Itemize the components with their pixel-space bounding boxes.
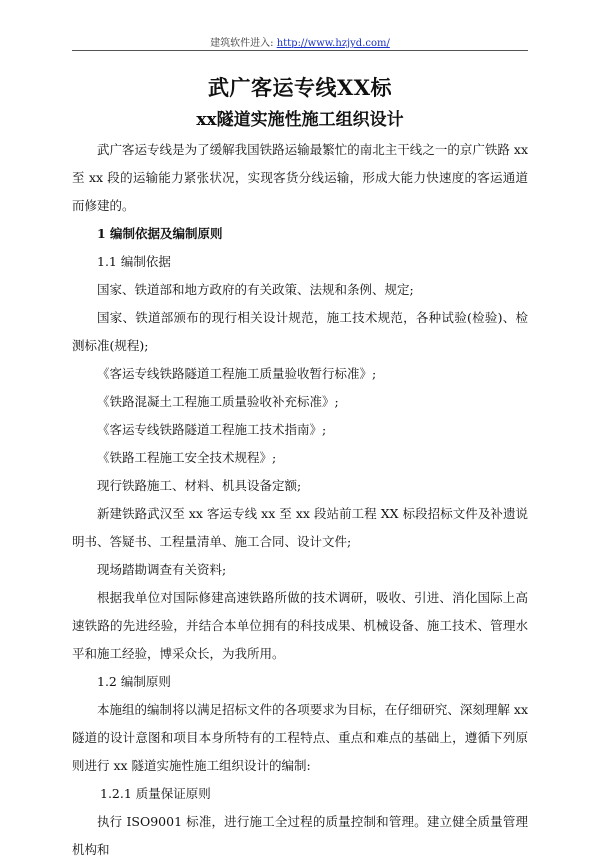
header-website-link[interactable]: http://www.hzjyd.com/ [276, 38, 390, 49]
document-title: 武广客运专线XX标 [207, 75, 393, 100]
body-paragraph: 现行铁路施工、材料、机具设备定额; [97, 478, 302, 493]
body-paragraph: 国家、铁道部颁布的现行相关设计规范，施工技术规范，各种试验(检验)、检测标准(规程); [72, 310, 528, 353]
body-paragraph: 1.2.1 质量保证原则 [100, 786, 211, 801]
body-paragraph: 武广客运专线是为了缓解我国铁路运输最繁忙的南北主干线之一的京广铁路 xx 至 xx 段的运输能力紧张状况，实现客货分线运输，形成大能力快速度的客运通道而修建的。 [72, 142, 528, 213]
body-paragraph: 执行 ISO9001 标准，进行施工全过程的质量控制和管理。建立健全质量管理机构和 [72, 814, 528, 857]
body-paragraph: 1.2 编制原则 [97, 674, 171, 689]
body-paragraph: 1.1 编制依据 [97, 254, 171, 269]
document-body [72, 136, 528, 864]
body-paragraph: 国家、铁道部和地方政府的有关政策、法规和条例、规定; [97, 282, 414, 297]
body-paragraph: 现场踏勘调查有关资料; [97, 562, 227, 577]
body-paragraph: 《铁路混凝土工程施工质量验收补充标准》; [97, 394, 339, 409]
body-paragraph: 《铁路工程施工安全技术规程》; [97, 450, 277, 465]
body-paragraph: 根据我单位对国际修建高速铁路所做的技术调研，吸收、引进、消化国际上高速铁路的先进经验，并结合本单位拥有的科技成果、机械设备、施工技术、管理水平和施工经验，博采众长，为我所用。 [72, 590, 528, 661]
section-heading: 1 编制依据及编制原则 [97, 226, 223, 241]
document-subtitle: xx隧道实施性施工组织设计 [196, 110, 404, 130]
body-paragraph: 本施组的编制将以满足招标文件的各项要求为目标，在仔细研究、深刻理解 xx 隧道的设计意图和项目本身所特有的工程特点、重点和难点的基础上，遵循下列原则进行 xx 隧道实施性施工组织设计的编制: [72, 702, 528, 773]
body-paragraph: 《客运专线铁路隧道工程施工质量验收暂行标准》; [97, 366, 377, 381]
body-paragraph: 《客运专线铁路隧道工程施工技术指南》; [97, 422, 327, 437]
header-prefix: 建筑软件进入: [210, 38, 277, 49]
body-paragraph: 新建铁路武汉至 xx 客运专线 xx 至 xx 段站前工程 XX 标段招标文件及补遗说明书、答疑书、工程量清单、施工合同、设计文件; [72, 506, 528, 549]
header-divider [72, 50, 528, 51]
page-header [0, 34, 600, 49]
